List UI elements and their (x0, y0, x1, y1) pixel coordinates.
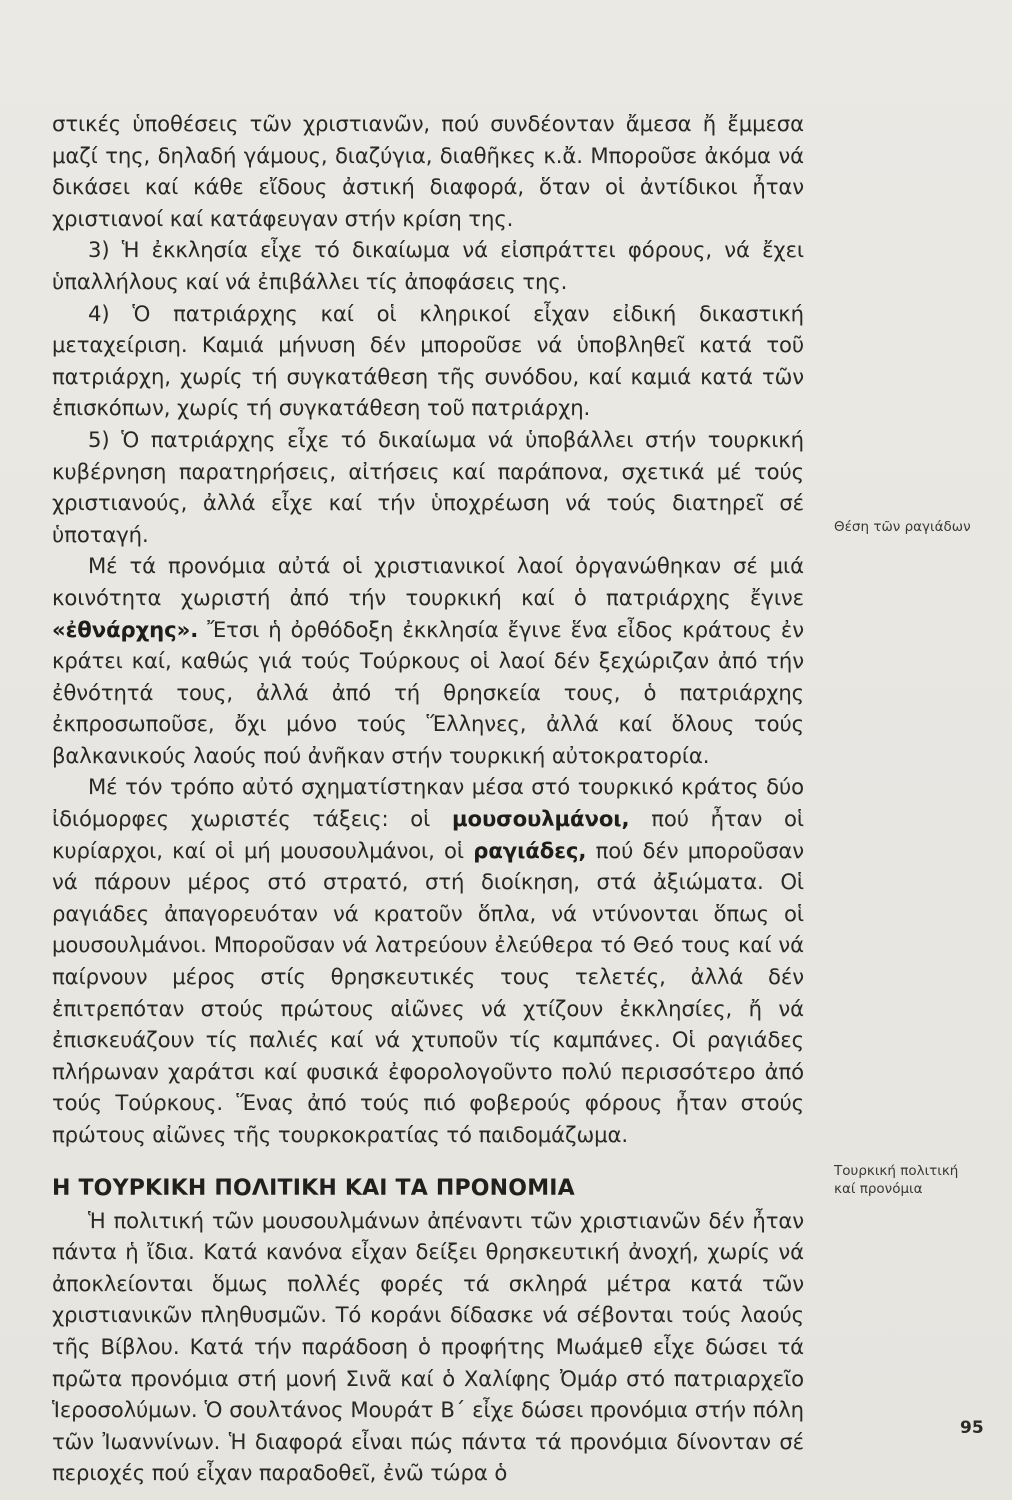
paragraph-2: 3) Ἡ ἐκκλησία εἶχε τό δικαίωμα νά εἰσπράττει φόρους, νά ἔχει ὑπαλλήλους καί νά ἐπιβάλλει τίς ἀποφάσεις της. (52, 237, 804, 294)
muslims-term: μουσουλμάνοι, (452, 806, 630, 832)
page-number: 95 (960, 1418, 984, 1438)
sidenote-policy-line-2: καί προνόμια (834, 1181, 923, 1197)
paragraph-6-text-c: πού δέν μποροῦσαν νά πάρουν μέρος στό στρατό, στή διοίκηση, στά ἀξιώματα. Οἱ ραγιάδες ἀπαγορευόταν νά κρατοῦν ὅπλα, νά ντύνονται ὅπως οἱ μουσουλμάνοι. Μποροῦσαν νά λατρεύουν ἐλεύθερα τό Θεό τους καί νά παίρνουν μέρος στίς θρησκευτικές τους τελετές, ἀλλά δέν ἐπιτρεπόταν στούς πρώτους αἰῶνες νά χτίζουν ἐκκλησίες, ἤ νά ἐπισκευάζουν τίς παλιές καί νά χτυποῦν τίς καμπάνες. Οἱ ραγιάδες πλήρωναν χαράτσι καί φυσικά ἐφορολογοῦντο πολύ περισσότερο ἀπό τούς Τούρκους. Ἕνας ἀπό τούς πιό φοβερούς φόρους ἦταν στούς πρώτους αἰῶνες τῆς τουρκοκρατίας τό παιδομάζωμα. (52, 837, 804, 1147)
paragraph-6 (52, 771, 804, 1150)
sidenote-turkish-policy (834, 1162, 994, 1198)
sidenote-rayades: Θέση τῶν ραγιάδων (834, 519, 971, 535)
rayades-term: ραγιάδες, (473, 837, 587, 863)
paragraph-4: 5) Ὁ πατριάρχης εἶχε τό δικαίωμα νά ὑποβάλλει στήν τουρκική κυβέρνηση παρατηρήσεις, αἰτήσεις καί παράπονα, σχετικά μέ τούς χριστιανούς, ἀλλά εἶχε καί τήν ὑποχρέωση νά τούς διατηρεῖ σέ ὑποταγή. (52, 426, 804, 547)
section-heading: Η ΤΟΥΡΚΙΚΗ ΠΟΛΙΤΙΚΗ ΚΑΙ ΤΑ ΠΡΟΝΟΜΙΑ (52, 1175, 575, 1201)
paragraph-1: στικές ὑποθέσεις τῶν χριστιανῶν, πού συνδέονταν ἄμεσα ἤ ἔμμεσα μαζί της, δηλαδή γάμους, διαζύγια, διαθῆκες κ.ἄ. Μποροῦσε ἀκόμα νά δικάσει καί κάθε εἴδους ἀστική διαφορά, ὅταν οἱ ἀντίδικοι ἦταν χριστιανοί καί κατάφευγαν στήν κρίση της. (52, 111, 804, 231)
main-text-column (52, 108, 804, 1489)
paragraph-5 (52, 550, 804, 771)
ethnarch-term: «ἐθνάρχης». (52, 616, 199, 642)
paragraph-6-text-b: πού ἦταν οἱ κυρίαρχοι, καί οἱ μή μουσουλμάνοι, οἱ (52, 806, 804, 863)
paragraph-5-text-a: Μέ τά προνόμια αὐτά οἱ χριστιανικοί λαοί ὀργανώθηκαν σέ μιά κοινότητα χωριστή ἀπό τήν τουρκική καί ὁ πατριάρχης ἔγινε (52, 553, 804, 610)
sidenote-policy-line-1: Τουρκική πολιτική (834, 1163, 959, 1179)
paragraph-7: Ἡ πολιτική τῶν μουσουλμάνων ἀπέναντι τῶν χριστιανῶν δέν ἦταν πάντα ἡ ἴδια. Κατά κανόνα εἶχαν δείξει θρησκευτική ἀνοχή, χωρίς νά ἀποκλείονται ὅμως πολλές φορές τά σκληρά μέτρα κατά τῶν χριστιανικῶν πληθυσμῶν. Τό κοράνι δίδασκε νά σέβονται τούς λαούς τῆς Βίβλου. Κατά τήν παράδοση ὁ προφήτης Μωάμεθ εἶχε δώσει τά πρῶτα προνόμια στή μονή Σινᾶ καί ὁ Χαλίφης Ὀμάρ στό πατριαρχεῖο Ἱεροσολύμων. Ὁ σουλτάνος Μουράτ Β΄ εἶχε δώσει προνόμια στήν πόλη τῶν Ἰωαννίνων. Ἡ διαφορά εἶναι πώς πάντα τά προνόμια δίνονταν σέ περιοχές πού εἶχαν παραδοθεῖ, ἐνῶ τώρα ὁ (52, 1207, 804, 1486)
paragraph-3: 4) Ὁ πατριάρχης καί οἱ κληρικοί εἶχαν εἰδική δικαστική μεταχείριση. Καμιά μήνυση δέν μποροῦσε νά ὑποβληθεῖ κατά τοῦ πατριάρχη, χωρίς τή συγκατάθεση τῆς συνόδου, καί καμιά κατά τῶν ἐπισκόπων, χωρίς τή συγκατάθεση τοῦ πατριάρχη. (52, 300, 804, 421)
paragraph-5-text-b: Ἔτσι ἡ ὀρθόδοξη ἐκκλησία ἔγινε ἕνα εἶδος κράτους ἐν κράτει καί, καθώς γιά τούς Τούρκους οἱ λαοί δέν ξεχώριζαν ἀπό τήν ἐθνότητά τους, ἀλλά ἀπό τή θρησκεία τους, ὁ πατριάρχης ἐκπροσωποῦσε, ὄχι μόνο τούς Ἕλληνες, ἀλλά καί ὅλους τούς βαλκανικούς λαούς πού ἀνῆκαν στήν τουρκική αὐτοκρατορία. (52, 616, 804, 768)
paragraph-6-text-a: Μέ τόν τρόπο αὐτό σχηματίστηκαν μέσα στό τουρκικό κράτος δύο ἰδιόμορφες χωριστές τάξεις: οἱ (52, 774, 804, 832)
